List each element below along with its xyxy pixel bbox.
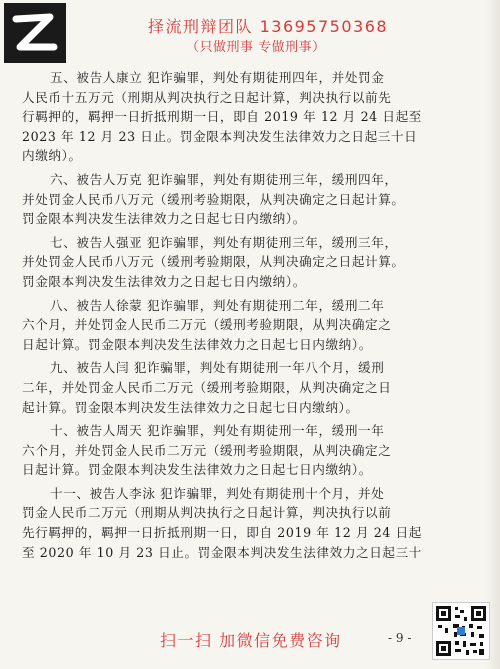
paragraph-seven <box>22 233 474 292</box>
text-line: 六、被告人万克 犯诈骗罪，判处有期徒刑三年，缓刑四年， <box>50 171 398 187</box>
text-line: 行羁押的，羁押一日折抵刑期一日，即自 2019 年 12 月 24 日起至 <box>22 109 422 125</box>
text-line: 并处罚金人民币八万元（缓刑考验期限，从判决确定之日起计算。 <box>22 254 405 270</box>
text-line: 2023 年 12 月 23 日止。罚金限本判决发生法律效力之日起三十日 <box>22 128 418 144</box>
text-line: 内缴纳）。 <box>22 148 82 164</box>
text-line: 罚金限本判决发生法律效力之日起七日内缴纳）。 <box>22 273 306 289</box>
paragraph-six <box>22 170 474 229</box>
text-line: 并处罚金人民币八万元（缓刑考验期限，从判决确定之日起计算。 <box>22 191 405 207</box>
header-title: 择流刑辩团队 13695750368 <box>148 17 389 36</box>
text-line: 八、被告人徐蒙 犯诈骗罪，判处有期徒刑二年，缓刑二年 <box>50 297 385 313</box>
paragraph-nine <box>22 358 474 417</box>
verdict-body <box>22 68 474 562</box>
qr-code-icon[interactable] <box>432 602 490 660</box>
text-line: 十一、被告人李泳 犯诈骗罪，判处有期徒刑十个月，并处 <box>50 485 385 501</box>
paragraph-eight <box>22 296 474 355</box>
text-line: 九、被告人闫 犯诈骗罪，判处有期徒刑一年八个月，缓刑 <box>50 360 385 376</box>
text-line: 至 2020 年 10 月 23 日止。罚金限本判决发生法律效力之日起三十 <box>22 544 422 560</box>
text-line: 五、被告人康立 犯诈骗罪，判处有期徒刑四年，并处罚金 <box>50 70 385 85</box>
scan-shadow-edge <box>486 0 500 669</box>
text-line: 罚金人民币二万元（刑期从判决执行之日起计算，判决执行以前 <box>22 505 392 521</box>
page-number: - 9 - <box>388 631 412 645</box>
paragraph-ten <box>22 421 474 480</box>
text-line: 日起计算。罚金限本判决发生法律效力之日起七日内缴纳）。 <box>22 462 372 478</box>
paragraph-eleven <box>22 484 474 562</box>
text-line: 人民币十五万元（刑期从判决执行之日起计算，判决执行以前先 <box>22 89 392 105</box>
text-line: 六个月，并处罚金人民币二万元（缓刑考验期限，从判决确定之 <box>22 317 392 333</box>
firm-logo-icon <box>4 3 66 63</box>
text-line: 罚金限本判决发生法律效力之日起七日内缴纳）。 <box>22 211 306 227</box>
header-subtitle: （只做刑事 专做刑事） <box>186 40 326 55</box>
text-line: 二年，并处罚金人民币二万元（缓刑考验期限，从判决确定之日 <box>22 379 392 395</box>
text-line: 日起计算。罚金限本判决发生法律效力之日起七日内缴纳）。 <box>22 336 372 352</box>
paragraph-five <box>22 68 474 166</box>
text-line: 先行羁押的，羁押一日折抵刑期一日，即自 2019 年 12 月 24 日起 <box>22 525 422 541</box>
text-line: 七、被告人强亚 犯诈骗罪，判处有期徒刑三年，缓刑三年， <box>50 234 398 250</box>
wechat-consult-cta: 扫一扫 加微信免费咨询 <box>160 631 342 650</box>
text-line: 十、被告人周天 犯诈骗罪，判处有期徒刑一年，缓刑一年 <box>50 423 385 439</box>
text-line: 六个月，并处罚金人民币二万元（缓刑考验期限，从判决确定之 <box>22 442 392 458</box>
text-line: 起计算。罚金限本判决发生法律效力之日起七日内缴纳）。 <box>22 399 359 415</box>
